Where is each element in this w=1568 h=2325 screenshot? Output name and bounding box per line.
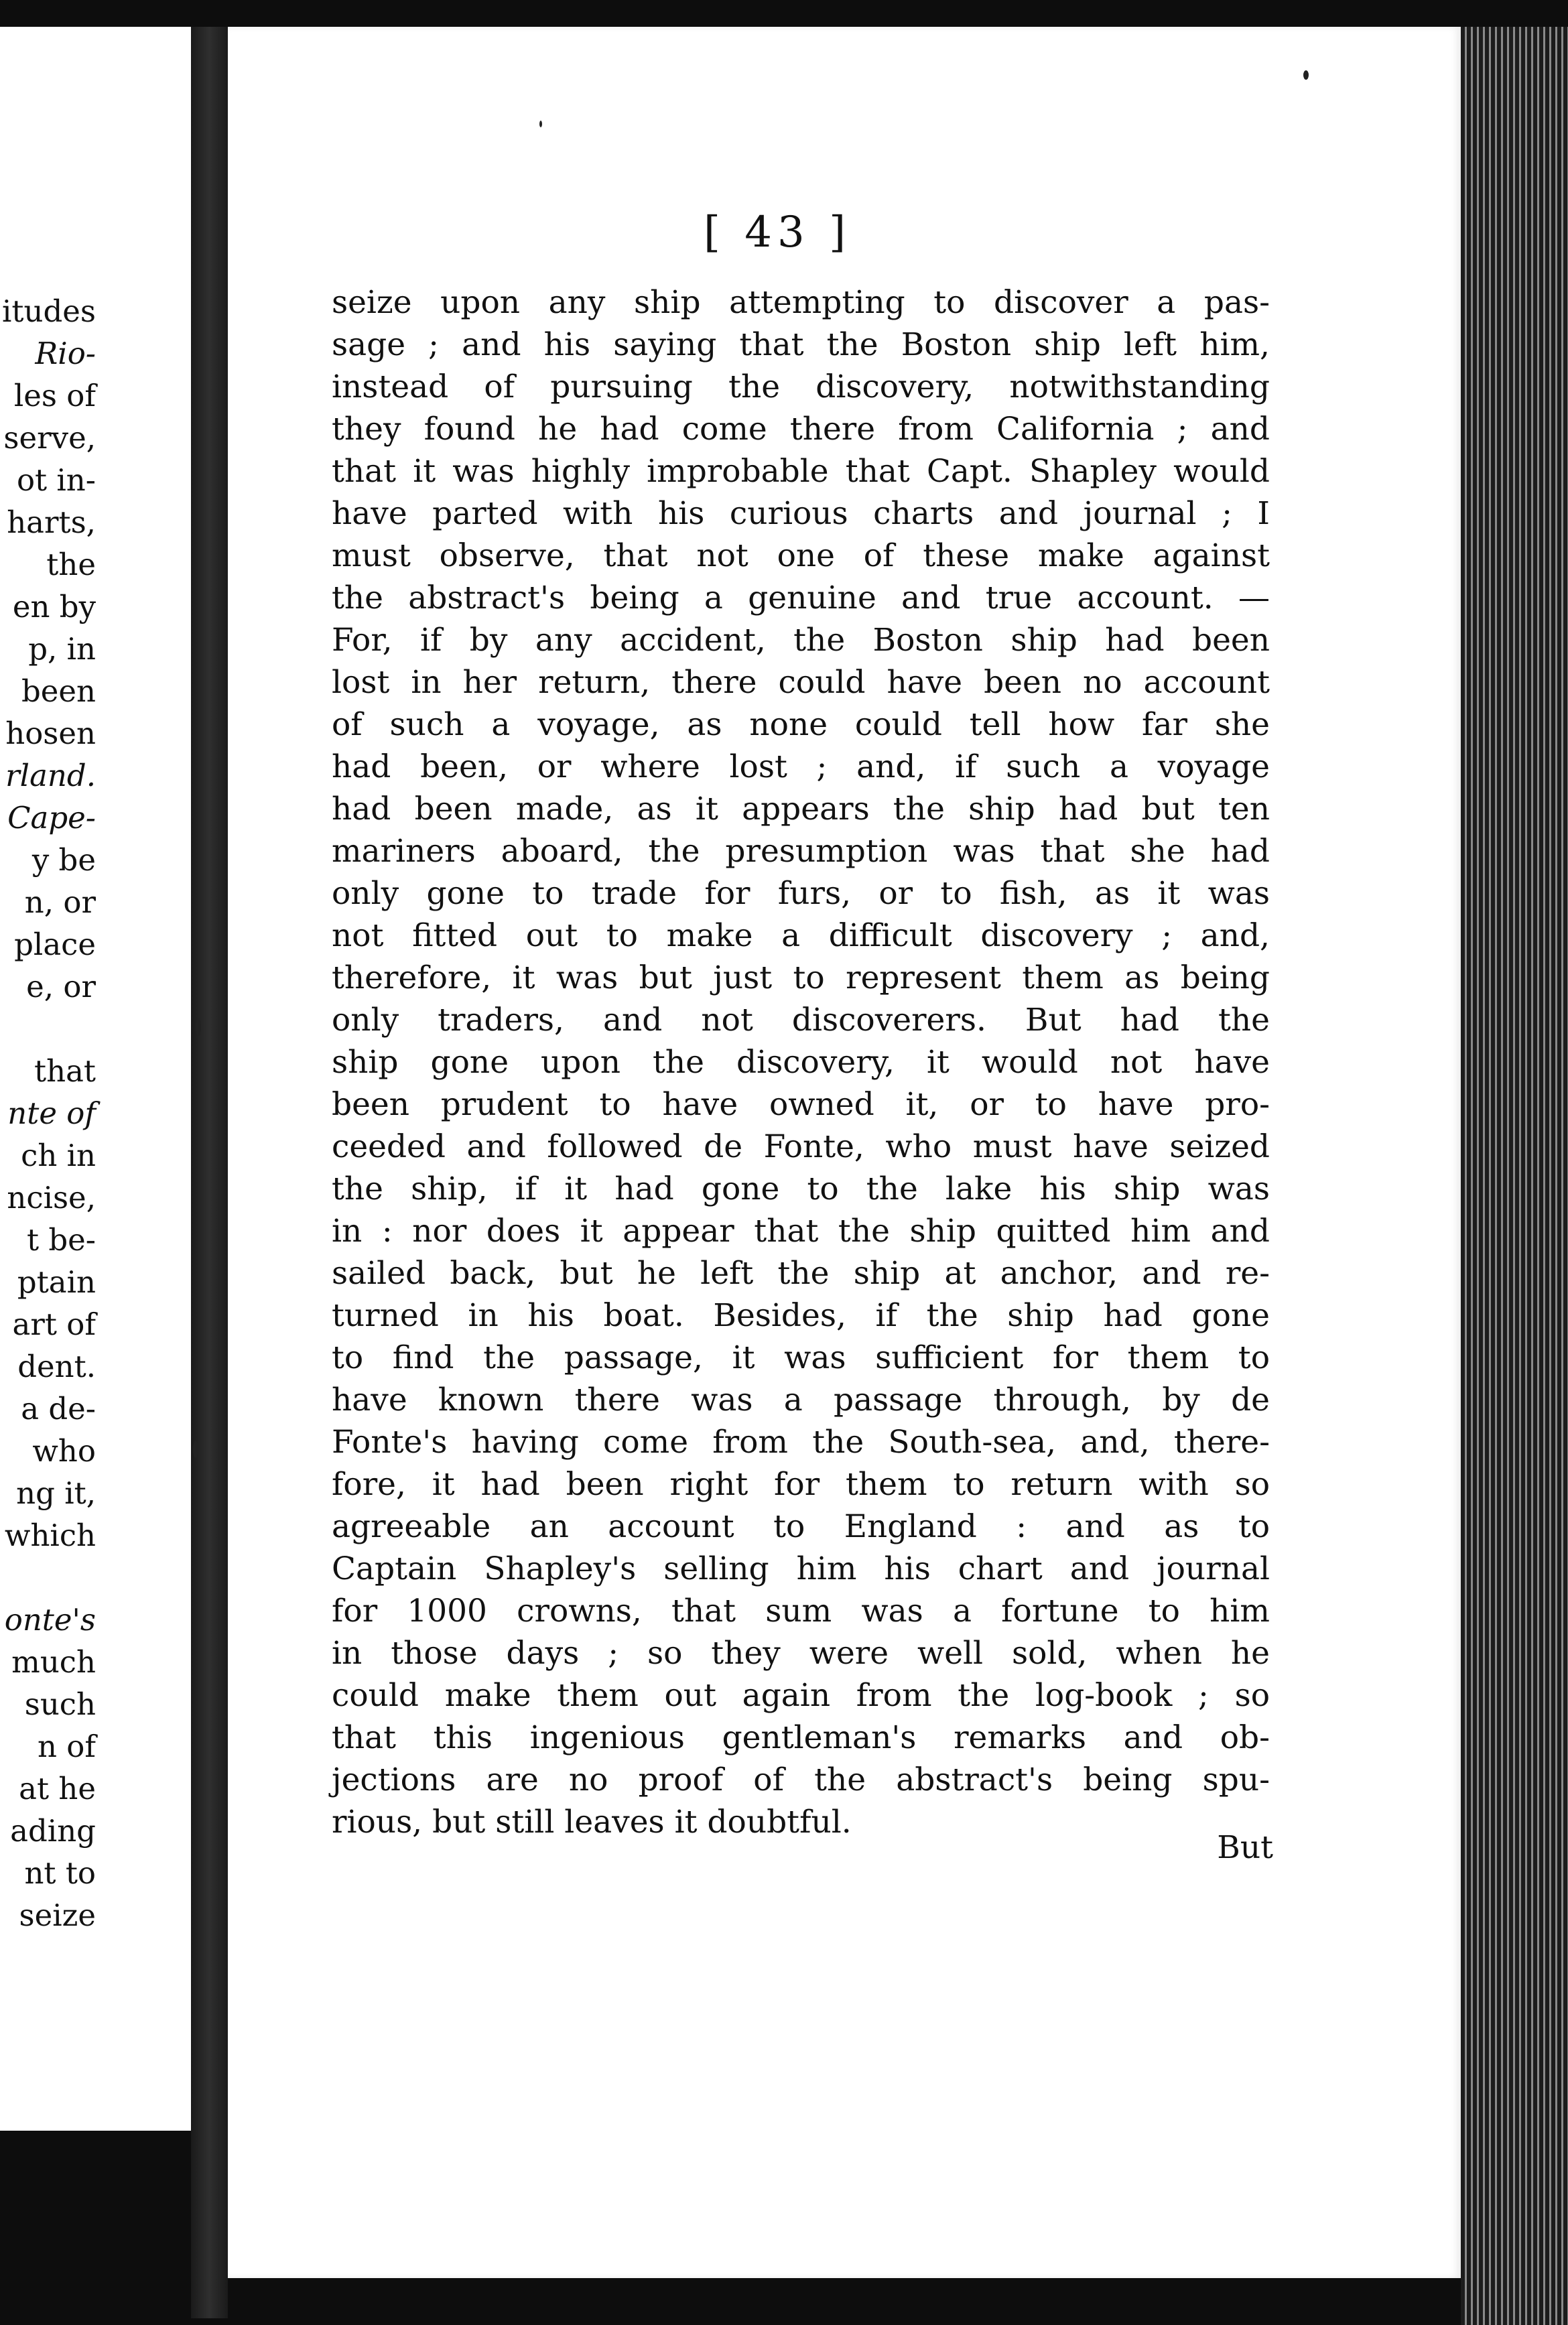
text-line: instead of pursuing the discovery, notwithstanding: [332, 369, 1270, 405]
text-line: fore, it had been right for them to return with so: [332, 1466, 1270, 1503]
text-line: Fonte's having come from the South-sea, and, there-: [332, 1424, 1270, 1461]
text-line: must observe, that not one of these make against: [332, 537, 1270, 574]
text-line: they found he had come there from California ; and: [332, 411, 1270, 448]
text-line: only traders, and not discoverers. But had the: [332, 1002, 1270, 1039]
book-gutter: [191, 27, 228, 2318]
text-line: for 1000 crowns, that sum was a fortune to him: [332, 1593, 1270, 1630]
body-text: [332, 281, 1270, 1843]
show-through-shadow: [345, 1883, 1236, 1924]
text-line: have parted with his curious charts and journal ; I: [332, 495, 1270, 532]
left-fragment-line: hosen: [5, 716, 96, 751]
left-fragment-line: which: [4, 1518, 96, 1553]
left-fragment-line: en by: [12, 589, 96, 624]
ink-speck: [539, 121, 542, 127]
previous-page-fragment: [0, 27, 191, 2131]
left-fragment-line: seize: [19, 1898, 96, 1933]
left-fragment-line: art of: [12, 1307, 96, 1342]
text-line: ceeded and followed de Fonte, who must have seized: [332, 1128, 1270, 1165]
left-fragment-line: such: [24, 1686, 96, 1722]
ink-speck: [196, 1018, 201, 1036]
left-fragment-line: ading: [10, 1813, 96, 1849]
text-line: that it was highly improbable that Capt. Shapley would: [332, 453, 1270, 490]
left-fragment-line: t be-: [26, 1222, 96, 1258]
left-fragment-line: serve,: [3, 420, 96, 456]
text-line: of such a voyage, as none could tell how far she: [332, 706, 1270, 743]
text-line: seize upon any ship attempting to discover a pas-: [332, 284, 1270, 321]
left-fragment-line: n of: [37, 1729, 96, 1764]
left-fragment-line: harts,: [7, 505, 96, 540]
text-line: been prudent to have owned it, or to have pro-: [332, 1086, 1270, 1123]
text-line: Captain Shapley's selling him his chart and journal: [332, 1550, 1270, 1587]
left-fragment-line: nt to: [24, 1855, 96, 1891]
text-line: could make them out again from the log-book ; so: [332, 1677, 1270, 1714]
text-line: therefore, it was but just to represent them as being: [332, 959, 1270, 996]
catchword: But: [1217, 1829, 1273, 1866]
left-fragment-line: a de-: [21, 1391, 96, 1426]
left-fragment-line: rland.: [5, 758, 96, 793]
text-line: lost in her return, there could have been no account: [332, 664, 1270, 701]
left-fragment-line: n, or: [24, 884, 96, 920]
left-fragment-line: ch in: [21, 1138, 96, 1173]
text-line: in : nor does it appear that the ship quitted him and: [332, 1213, 1270, 1250]
text-line: the abstract's being a genuine and true account. —: [332, 580, 1270, 616]
left-fragment-line: much: [11, 1644, 96, 1680]
left-fragment-line: that: [34, 1053, 96, 1089]
text-line: the ship, if it had gone to the lake his ship was: [332, 1171, 1270, 1207]
left-fragment-line: itudes: [2, 293, 96, 329]
left-fragment-line: e, or: [26, 969, 96, 1004]
text-line: had been made, as it appears the ship had but ten: [332, 791, 1270, 827]
page-number: [ 43 ]: [703, 208, 852, 257]
text-line: had been, or where lost ; and, if such a voyage: [332, 748, 1270, 785]
left-fragment-line: at he: [19, 1771, 96, 1806]
left-fragment-line: ncise,: [7, 1180, 96, 1215]
text-line: that this ingenious gentleman's remarks and ob-: [332, 1719, 1270, 1756]
text-line: have known there was a passage through, by de: [332, 1382, 1270, 1418]
book-page: [228, 27, 1461, 2278]
text-line: rious, but still leaves it doubtful.: [332, 1804, 852, 1841]
left-fragment-line: les of: [13, 378, 96, 413]
left-fragment-line: ptain: [17, 1264, 96, 1300]
ink-speck: [1303, 70, 1309, 80]
text-line: to find the passage, it was sufficient for them to: [332, 1339, 1270, 1376]
ink-speck: [193, 1441, 198, 1458]
text-line: mariners aboard, the presumption was that she had: [332, 833, 1270, 870]
text-line: For, if by any accident, the Boston ship had been: [332, 622, 1270, 659]
left-fragment-line: Cape-: [7, 800, 96, 836]
left-fragment-line: the: [46, 547, 96, 582]
text-line: turned in his boat. Besides, if the ship had gone: [332, 1297, 1270, 1334]
left-fragment-line: y be: [31, 842, 96, 878]
left-fragment-line: Rio-: [35, 336, 96, 371]
text-line: ship gone upon the discovery, it would not have: [332, 1044, 1270, 1081]
left-fragment-line: who: [32, 1433, 96, 1469]
left-fragment-line: onte's: [4, 1602, 96, 1638]
text-line: not fitted out to make a difficult discovery ; and,: [332, 917, 1270, 954]
left-fragment-line: been: [21, 673, 96, 709]
text-line: sage ; and his saying that the Boston ship left him,: [332, 326, 1270, 363]
text-line: sailed back, but he left the ship at anchor, and re-: [332, 1255, 1270, 1292]
text-line: in those days ; so they were well sold, when he: [332, 1635, 1270, 1672]
left-fragment-line: place: [14, 927, 96, 962]
left-fragment-line: ot in-: [16, 462, 96, 498]
left-fragment-line: nte of: [7, 1095, 96, 1131]
left-fragment-line: ng it,: [16, 1475, 96, 1511]
left-fragment-line: p, in: [28, 631, 96, 667]
text-line: jections are no proof of the abstract's being spu-: [332, 1762, 1270, 1798]
left-fragment-line: dent.: [17, 1349, 96, 1384]
page-edges: [1461, 27, 1568, 2325]
text-line: agreeable an account to England : and as to: [332, 1508, 1270, 1545]
text-line: only gone to trade for furs, or to fish, as it was: [332, 875, 1270, 912]
